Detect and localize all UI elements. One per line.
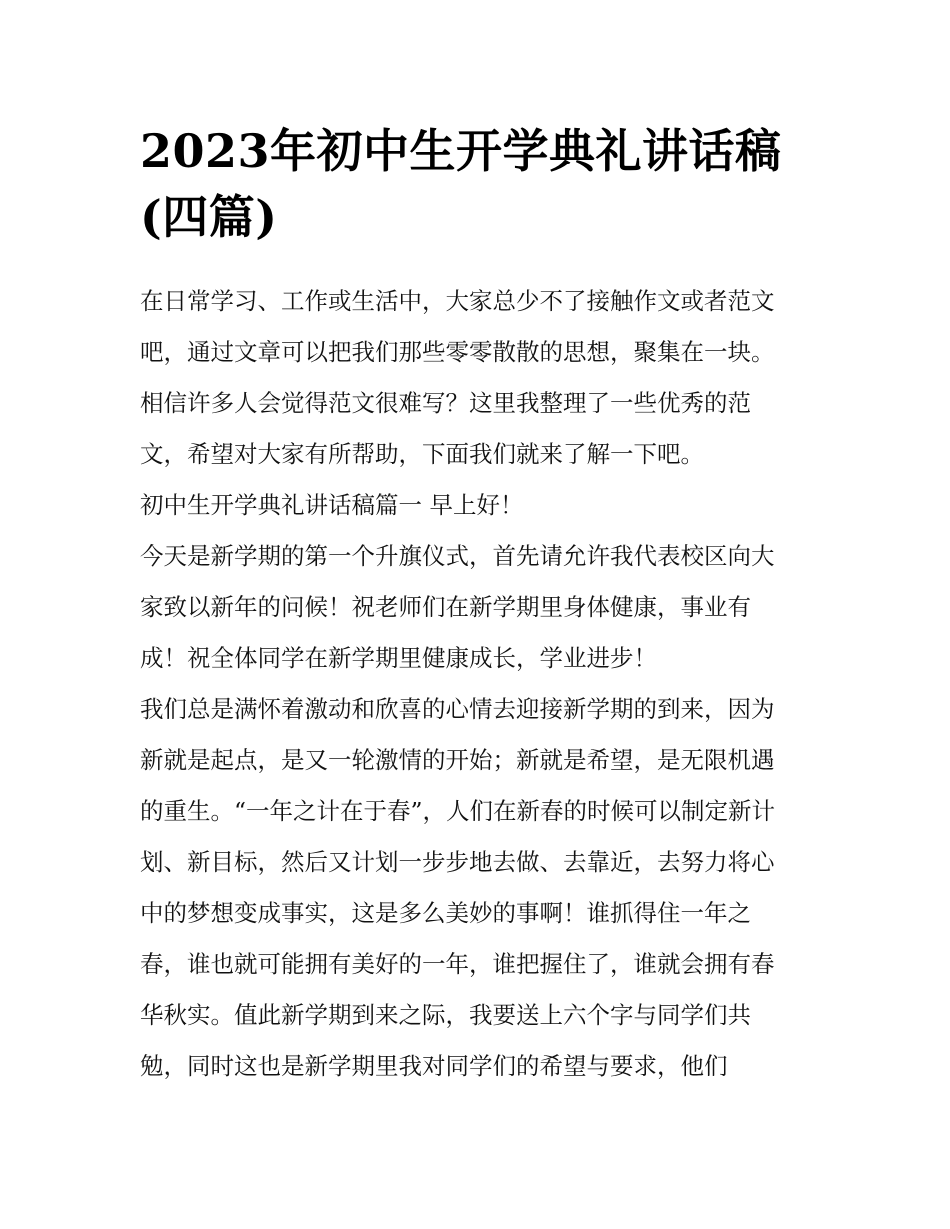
body-line-16: 勉，同时这也是新学期里我对同学们的希望与要求，他们 [140,1052,728,1080]
body-line-6: 今天是新学期的第一个升旗仪式，首先请允许我代表校区向大 [140,542,775,570]
body-line-12: 划、新目标，然后又计划一步步地去做、去靠近，去努力将心 [140,848,775,876]
body-line-3: 相信许多人会觉得范文很难写？这里我整理了一些优秀的范 [140,389,751,417]
section-heading-line: 初中生开学典礼讲话稿篇一 早上好！ [140,491,524,519]
body-line-1: 在日常学习、工作或生活中，大家总少不了接触作文或者范文 [140,287,775,315]
body-line-2: 吧，通过文章可以把我们那些零零散散的思想，聚集在一块。 [140,338,775,366]
title-line-1: 2023年初中生开学典礼讲话稿 [140,124,782,178]
document-title [140,118,820,250]
body-line-4: 文，希望对大家有所帮助，下面我们就来了解一下吧。 [140,440,704,468]
body-line-7: 家致以新年的问候！祝老师们在新学期里身体健康，事业有 [140,593,751,621]
document-body [140,282,820,1098]
body-line-13: 中的梦想变成事实，这是多么美妙的事啊！谁抓得住一年之 [140,899,751,927]
body-line-11: 的重生。“一年之计在于春”，人们在新春的时候可以制定新计 [140,797,776,825]
title-line-2: (四篇) [140,190,278,244]
body-line-8: 成！祝全体同学在新学期里健康成长，学业进步！ [140,644,657,672]
body-line-14: 春，谁也就可能拥有美好的一年，谁把握住了，谁就会拥有春 [140,950,775,978]
body-line-15: 华秋实。值此新学期到来之际，我要送上六个字与同学们共 [140,1001,751,1029]
body-line-9: 我们总是满怀着激动和欣喜的心情去迎接新学期的到来，因为 [140,695,775,723]
body-line-10: 新就是起点，是又一轮激情的开始；新就是希望，是无限机遇 [140,746,775,774]
